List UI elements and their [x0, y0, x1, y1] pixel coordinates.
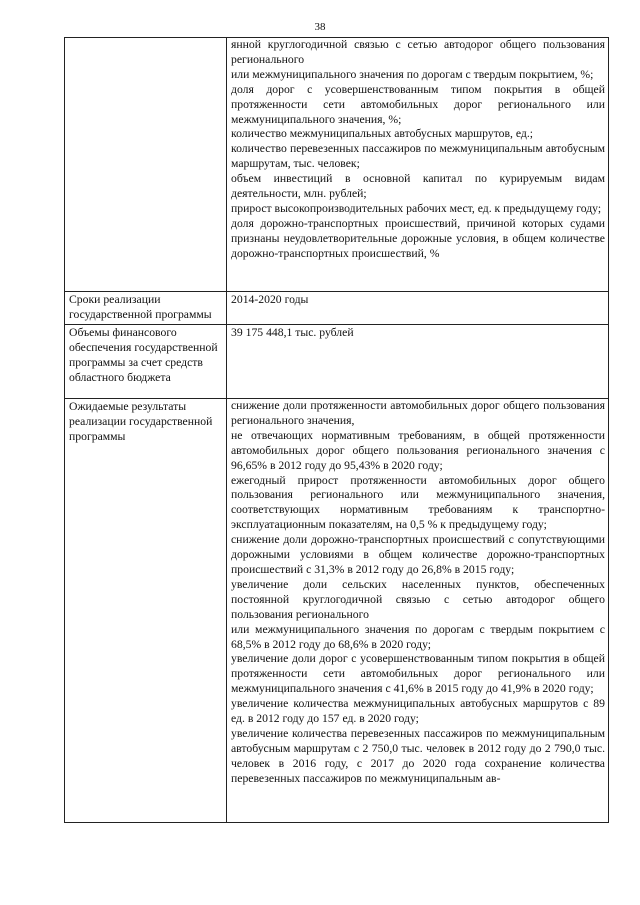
row-label-empty [65, 38, 227, 292]
table-row-finance [65, 325, 609, 399]
result-item: не отвечающих нормативным требованиям, в общей протяженности автомобильных дорог общего пользования регионального значения с 96,65% в 2012 году до 95,43% в 2020 году; [231, 428, 605, 472]
indicator-item: прирост высокопроизводительных рабочих мест, ед. к предыдущему году; [231, 201, 602, 215]
finance-label: Объемы финансового обеспечения государственной программы за счет средств областного бюджета [65, 325, 227, 399]
table-row-target-indicators [65, 38, 609, 292]
indicator-item: количество перевезенных пассажиров по межмуниципальным автобусным маршрутам, тыс. человек; [231, 142, 605, 171]
indicator-item: доля дорожно-транспортных происшествий, причиной которых судами признаны неудовлетворительные дорожные условия, в общем количестве дорожно-транспортных происшествий, % [231, 216, 605, 260]
indicator-item: доля дорог с усовершенствованным типом покрытия в общей протяженности сети автомобильных дорог регионального или межмуниципального значения, %; [231, 82, 605, 126]
result-item: увеличение доли дорог с усовершенствованным типом покрытия в общей протяженности сети автомобильных дорог регионального или межмуниципального значения с 41,6% в 2015 году до 41,9% в 2020 году; [231, 652, 605, 696]
indicator-item: или межмуниципального значения по дорогам с твердым покрытием, %; [231, 67, 594, 81]
result-item: ежегодный прирост протяженности автомобильных дорог общего пользования регионального или межмуниципального значения, соответствующих нормативным требованиям к транспортно-эксплуатационным показателям, на 0,5 % к предыдущему году; [231, 473, 605, 532]
program-passport-table [64, 37, 609, 823]
indicator-item: янной круглогодичной связью с сетью автодорог общего пользования регионального [231, 38, 605, 66]
period-label: Сроки реализации государственной программы [65, 292, 227, 325]
finance-cell [227, 325, 609, 399]
period-value: 2014-2020 годы [231, 293, 309, 306]
finance-value: 39 175 448,1 тыс. рублей [231, 326, 354, 339]
result-item: увеличение количества межмуниципальных автобусных маршрутов с 89 ед. в 2012 году до 157 ед. в 2020 году; [231, 697, 605, 726]
page-number: 38 [314, 21, 326, 33]
result-item: увеличение количества перевезенных пассажиров по межмуниципальным автобусным маршрутам с 2 750,0 тыс. человек в 2012 году до 2 790,0 тыс. человек в 2016 году, с 2017 до 2020 года сохранение количества перевезенных пассажиров по межмуниципальным ав- [231, 726, 605, 785]
results-label: Ожидаемые результаты реализации государственной программы [65, 399, 227, 823]
expected-results-cell [227, 399, 609, 823]
table-row-expected-results [65, 399, 609, 823]
period-cell [227, 292, 609, 325]
result-item: снижение доли дорожно-транспортных происшествий с сопутствующими дорожными условиями в общем количестве дорожно-транспортных происшествий с 31,3% в 2012 году до 26,8% в 2015 году; [231, 533, 605, 576]
indicator-item: количество межмуниципальных автобусных маршрутов, ед.; [231, 127, 534, 141]
indicator-item: объем инвестиций в основной капитал по курируемым видам деятельности, млн. рублей; [231, 172, 605, 201]
result-item: снижение доли протяженности автомобильных дорог общего пользования регионального значения, [231, 399, 605, 427]
result-item: или межмуниципального значения по дорогам с твердым покрытием с 68,5% в 2012 году до 68,6% в 2020 году; [231, 622, 605, 651]
result-item: увеличение доли сельских населенных пунктов, обеспеченных постоянной круглогодичной связью с сетью автодорог общего пользования регионального [231, 577, 605, 621]
target-indicators-cell [227, 38, 609, 292]
table-row-period [65, 292, 609, 325]
